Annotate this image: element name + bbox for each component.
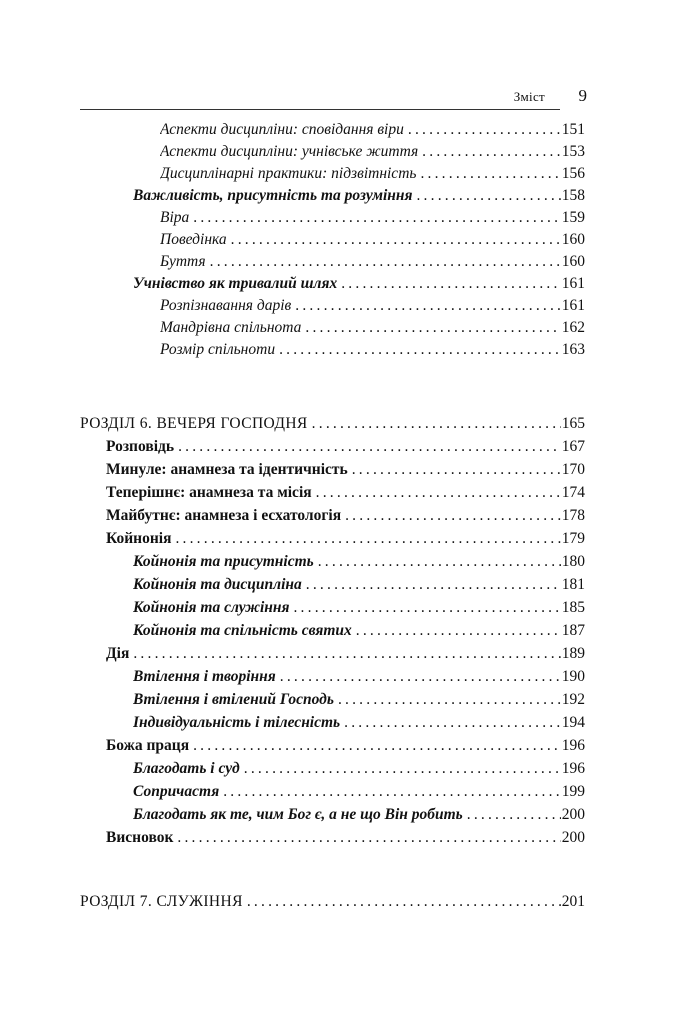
toc-entry-label: Поведінка [160, 231, 227, 248]
toc-entry[interactable] [133, 597, 585, 619]
toc-entry-page: 165 [561, 415, 585, 432]
toc-leader-dots [210, 251, 561, 273]
toc-entry-page: 185 [561, 599, 585, 616]
toc-entry-page: 187 [561, 622, 585, 639]
toc-entry[interactable] [133, 781, 585, 803]
toc-entry-label: Койнонія та спільність святих [133, 622, 352, 639]
toc-entry-page: 160 [561, 253, 585, 270]
toc-leader-dots [231, 229, 561, 251]
toc-entry-label: Койнонія та служіння [133, 599, 290, 616]
toc-entry-label: Койнонія та присутність [133, 553, 314, 570]
toc-leader-dots [279, 339, 561, 361]
toc-entry[interactable] [133, 574, 585, 596]
toc-entry-label: Дисциплінарні практики: підзвітність [160, 165, 417, 182]
toc-entry-label: Койнонія [106, 530, 172, 547]
toc-entry[interactable] [106, 436, 585, 458]
toc-entry-label: Важливість, присутність та розуміння [133, 187, 413, 204]
toc-entry[interactable] [133, 689, 585, 711]
toc-leader-dots [316, 482, 561, 504]
toc-leader-dots [338, 689, 561, 711]
toc-entry-label: Віра [160, 209, 190, 226]
toc-entry-label: Аспекти дисципліни: сповідання віри [160, 121, 404, 138]
toc-entry-label: Індивідуальність і тілесність [133, 714, 341, 731]
toc-leader-dots [422, 141, 561, 163]
toc-entry-page: 201 [561, 893, 585, 910]
toc-entry-page: 160 [561, 231, 585, 248]
toc-entry-label: Розпізнавання дарів [160, 297, 292, 314]
toc-entry[interactable] [106, 643, 585, 665]
toc-entry[interactable] [106, 827, 585, 849]
toc-entry-label: Благодать і суд [133, 760, 240, 777]
toc-entry-page: 156 [561, 165, 585, 182]
toc-entry[interactable] [133, 273, 585, 295]
toc-leader-dots [420, 163, 560, 185]
toc-entry[interactable] [133, 758, 585, 780]
toc-leader-dots [193, 735, 561, 757]
toc-entry[interactable] [160, 251, 585, 273]
toc-leader-dots [178, 436, 561, 458]
toc-entry-label: Дія [106, 645, 130, 662]
toc-entry-page: 200 [561, 829, 585, 846]
toc-leader-dots [345, 505, 561, 527]
toc-leader-dots [133, 643, 560, 665]
toc-entry[interactable] [133, 804, 585, 826]
toc-entry-label: Мандрівна спільнота [160, 319, 302, 336]
toc-entry-page: 163 [561, 341, 585, 358]
toc-entry-label: Розмір спільноти [160, 341, 276, 358]
toc-entry-label: РОЗДІЛ 7. СЛУЖІННЯ [80, 893, 243, 910]
toc-leader-dots [295, 295, 560, 317]
toc-entry-label: Минуле: анамнеза та ідентичність [106, 461, 348, 478]
toc-entry-label: Висновок [106, 829, 174, 846]
toc-entry-page: 189 [561, 645, 585, 662]
toc-entry-page: 199 [561, 783, 585, 800]
toc-entry-page: 151 [561, 121, 585, 138]
toc-leader-dots [356, 620, 561, 642]
toc-leader-dots [247, 891, 561, 913]
toc-entry-page: 181 [561, 576, 585, 593]
toc-entry-page: 200 [561, 806, 585, 823]
toc-entry-page: 158 [561, 187, 585, 204]
toc-entry-label: Втілення і творіння [133, 668, 276, 685]
toc-leader-dots [344, 712, 561, 734]
toc-leader-dots [306, 574, 561, 596]
toc-entry-label: Буття [160, 253, 206, 270]
toc-entry-label: Втілення і втілений Господь [133, 691, 334, 708]
toc-entry[interactable] [106, 505, 585, 527]
toc-leader-dots [193, 207, 560, 229]
toc-entry[interactable] [133, 712, 585, 734]
toc-entry-label: Койнонія та дисципліна [133, 576, 302, 593]
toc-leader-dots [280, 666, 561, 688]
toc-entry[interactable] [160, 119, 585, 141]
toc-entry-page: 161 [561, 275, 585, 292]
toc-entry-page: 170 [561, 461, 585, 478]
toc-entry-page: 194 [561, 714, 585, 731]
toc-entry-page: 162 [561, 319, 585, 336]
toc-entry[interactable] [133, 620, 585, 642]
toc-entry-page: 196 [561, 760, 585, 777]
running-header-title: Зміст [513, 89, 545, 104]
toc-entry-label: РОЗДІЛ 6. ВЕЧЕРЯ ГОСПОДНЯ [80, 415, 308, 432]
toc-entry[interactable] [160, 229, 585, 251]
toc-entry-label: Благодать як те, чим Бог є, а не що Він робить [133, 806, 463, 823]
toc-entry-label: Майбутнє: анамнеза і есхатологія [106, 507, 342, 524]
toc-entry[interactable] [106, 735, 585, 757]
toc-leader-dots [305, 317, 560, 339]
toc-entry-label: Аспекти дисципліни: учнівське життя [160, 143, 419, 160]
toc-entry[interactable] [160, 295, 585, 317]
toc-entry-page: 180 [561, 553, 585, 570]
toc-entry-page: 174 [561, 484, 585, 501]
toc-chapter-entry[interactable] [80, 413, 585, 435]
toc-entry[interactable] [160, 339, 585, 361]
toc-entry-label: Сопричастя [133, 783, 220, 800]
toc-entry[interactable] [106, 528, 585, 550]
toc-leader-dots [223, 781, 561, 803]
toc-leader-dots [467, 804, 561, 826]
toc-entry[interactable] [160, 141, 585, 163]
toc-entry[interactable] [160, 163, 585, 185]
toc-entry[interactable] [133, 666, 585, 688]
page-number: 9 [578, 86, 587, 105]
toc-entry-page: 153 [561, 143, 585, 160]
toc-entry[interactable] [106, 482, 585, 504]
toc-entry-page: 178 [561, 507, 585, 524]
page-header [80, 86, 590, 108]
toc-entry-page: 159 [561, 209, 585, 226]
toc-leader-dots [175, 528, 560, 550]
header-rule [80, 109, 560, 110]
toc-chapter-entry[interactable] [80, 891, 585, 913]
toc-leader-dots [318, 551, 561, 573]
toc-entry[interactable] [133, 551, 585, 573]
toc-leader-dots [177, 827, 560, 849]
toc-leader-dots [293, 597, 560, 619]
toc-entry-page: 192 [561, 691, 585, 708]
toc-entry-label: Розповідь [106, 438, 175, 455]
toc-leader-dots [408, 119, 561, 141]
toc-entry-page: 179 [561, 530, 585, 547]
toc-entry[interactable] [106, 459, 585, 481]
toc-entry[interactable] [160, 317, 585, 339]
toc-entry[interactable] [133, 185, 585, 207]
toc-entry-page: 161 [561, 297, 585, 314]
toc-entry-page: 190 [561, 668, 585, 685]
toc-entry[interactable] [160, 207, 585, 229]
toc-leader-dots [416, 185, 560, 207]
toc-entry-label: Теперішнє: анамнеза та місія [106, 484, 312, 501]
toc-entry-page: 196 [561, 737, 585, 754]
toc-leader-dots [352, 459, 561, 481]
toc-entry-label: Учнівство як тривалий шлях [133, 275, 338, 292]
toc-leader-dots [341, 273, 561, 295]
toc-entry-label: Божа праця [106, 737, 190, 754]
toc-leader-dots [312, 413, 561, 435]
toc-leader-dots [244, 758, 561, 780]
toc-entry-page: 167 [561, 438, 585, 455]
